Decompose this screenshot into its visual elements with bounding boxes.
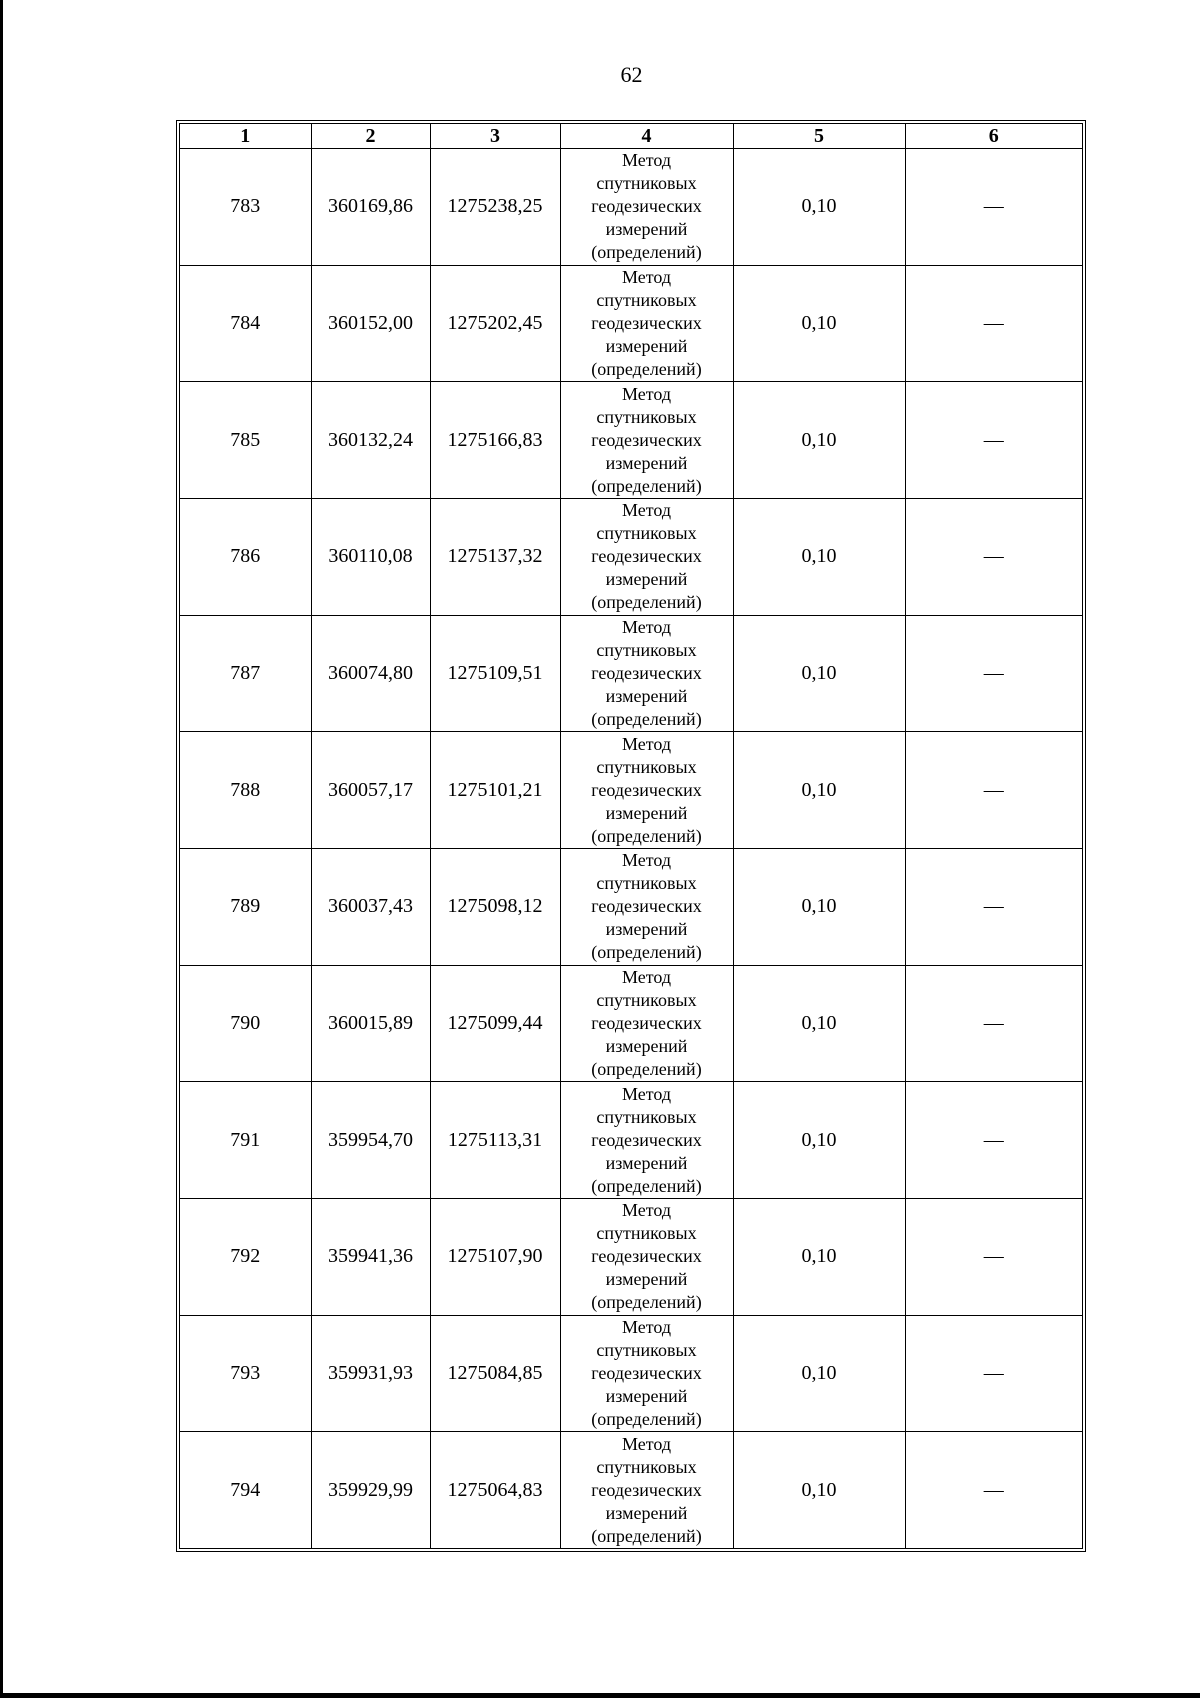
- coordinates-table: [176, 120, 1086, 1552]
- method-line: измерений: [605, 1269, 688, 1290]
- coordinate-y-cell: 1275064,83: [430, 1432, 560, 1548]
- note-cell: —: [905, 1198, 1082, 1315]
- method-line: измерений: [605, 1502, 688, 1523]
- point-number-cell: 786: [180, 498, 311, 615]
- accuracy-cell: 0,10: [733, 848, 905, 965]
- method-line: спутниковых: [596, 1223, 697, 1244]
- coordinate-x-cell: 360132,24: [311, 382, 430, 499]
- point-number-cell: 788: [180, 732, 311, 849]
- method-line: Метод: [621, 1433, 672, 1454]
- method-line: Метод: [621, 1316, 672, 1337]
- method-line: Метод: [621, 616, 672, 637]
- method-line: геодезических: [591, 1479, 702, 1500]
- method-line: спутниковых: [596, 873, 697, 894]
- accuracy-cell: 0,10: [733, 1082, 905, 1199]
- accuracy-cell: 0,10: [733, 965, 905, 1082]
- note-cell: —: [905, 149, 1082, 266]
- page-number: 62: [620, 62, 643, 87]
- method-line: (определений): [591, 1292, 702, 1313]
- coordinate-x-cell: 359954,70: [311, 1082, 430, 1199]
- method-line: геодезических: [591, 196, 702, 217]
- method-line: (определений): [591, 708, 702, 729]
- method-cell: [560, 732, 733, 849]
- method-line: Метод: [621, 1083, 672, 1104]
- method-line: Метод: [621, 266, 672, 287]
- note-cell: —: [905, 265, 1082, 382]
- coordinate-x-cell: 359941,36: [311, 1198, 430, 1315]
- method-line: Метод: [621, 733, 672, 754]
- scan-edge-bottom: [0, 1693, 1200, 1698]
- accuracy-cell: 0,10: [733, 149, 905, 266]
- table-row: [180, 498, 1082, 615]
- method-line: (определений): [591, 1525, 702, 1546]
- point-number-cell: 791: [180, 1082, 311, 1199]
- column-header-1: 1: [180, 124, 311, 149]
- method-line: геодезических: [591, 429, 702, 450]
- method-cell: [560, 149, 733, 266]
- coordinate-x-cell: 360169,86: [311, 149, 430, 266]
- method-line: геодезических: [591, 1129, 702, 1150]
- coordinate-x-cell: 360110,08: [311, 498, 430, 615]
- coordinate-y-cell: 1275137,32: [430, 498, 560, 615]
- method-line: геодезических: [591, 1012, 702, 1033]
- scan-edge-left: [0, 0, 3, 1698]
- table-row: [180, 1315, 1082, 1432]
- coordinate-x-cell: 360057,17: [311, 732, 430, 849]
- method-line: спутниковых: [596, 1339, 697, 1360]
- note-cell: —: [905, 965, 1082, 1082]
- table-row: [180, 1082, 1082, 1199]
- method-line: Метод: [621, 1200, 672, 1221]
- table-row: [180, 149, 1082, 266]
- coordinate-y-cell: 1275166,83: [430, 382, 560, 499]
- method-cell: [560, 1082, 733, 1199]
- method-line: (определений): [591, 825, 702, 846]
- method-line: спутниковых: [596, 289, 697, 310]
- method-line: измерений: [605, 1152, 688, 1173]
- point-number-cell: 789: [180, 848, 311, 965]
- column-header-5: 5: [733, 124, 905, 149]
- method-line: (определений): [591, 592, 702, 613]
- point-number-cell: 790: [180, 965, 311, 1082]
- column-header-2: 2: [311, 124, 430, 149]
- coordinate-x-cell: 359931,93: [311, 1315, 430, 1432]
- point-number-cell: 783: [180, 149, 311, 266]
- method-line: (определений): [591, 242, 702, 263]
- note-cell: —: [905, 615, 1082, 732]
- method-line: спутниковых: [596, 523, 697, 544]
- accuracy-cell: 0,10: [733, 732, 905, 849]
- method-line: измерений: [605, 802, 688, 823]
- coordinate-y-cell: 1275101,21: [430, 732, 560, 849]
- method-line: геодезических: [591, 1362, 702, 1383]
- method-cell: [560, 498, 733, 615]
- coordinate-y-cell: 1275098,12: [430, 848, 560, 965]
- method-line: (определений): [591, 475, 702, 496]
- accuracy-cell: 0,10: [733, 615, 905, 732]
- method-line: геодезических: [591, 1246, 702, 1267]
- method-cell: [560, 1432, 733, 1548]
- method-cell: [560, 1315, 733, 1432]
- accuracy-cell: 0,10: [733, 1198, 905, 1315]
- point-number-cell: 794: [180, 1432, 311, 1548]
- method-line: Метод: [621, 383, 672, 404]
- method-line: геодезических: [591, 312, 702, 333]
- method-line: спутниковых: [596, 173, 697, 194]
- method-line: спутниковых: [596, 989, 697, 1010]
- table-row: [180, 848, 1082, 965]
- method-line: Метод: [621, 850, 672, 871]
- accuracy-cell: 0,10: [733, 498, 905, 615]
- coordinate-y-cell: 1275099,44: [430, 965, 560, 1082]
- method-line: измерений: [605, 1385, 688, 1406]
- column-header-6: 6: [905, 124, 1082, 149]
- table-row: [180, 1198, 1082, 1315]
- table-row: [180, 732, 1082, 849]
- table-body: [180, 149, 1082, 1549]
- note-cell: —: [905, 1432, 1082, 1548]
- method-line: Метод: [621, 150, 672, 171]
- method-line: (определений): [591, 942, 702, 963]
- point-number-cell: 792: [180, 1198, 311, 1315]
- method-line: спутниковых: [596, 1106, 697, 1127]
- accuracy-cell: 0,10: [733, 265, 905, 382]
- coordinate-y-cell: 1275238,25: [430, 149, 560, 266]
- method-line: Метод: [621, 500, 672, 521]
- accuracy-cell: 0,10: [733, 1432, 905, 1548]
- table-row: [180, 965, 1082, 1082]
- table-row: [180, 265, 1082, 382]
- coordinate-x-cell: 359929,99: [311, 1432, 430, 1548]
- note-cell: —: [905, 732, 1082, 849]
- table-row: [180, 615, 1082, 732]
- point-number-cell: 793: [180, 1315, 311, 1432]
- note-cell: —: [905, 498, 1082, 615]
- method-line: Метод: [621, 966, 672, 987]
- column-header-4: 4: [560, 124, 733, 149]
- method-cell: [560, 382, 733, 499]
- method-line: измерений: [605, 1035, 688, 1056]
- coordinate-y-cell: 1275107,90: [430, 1198, 560, 1315]
- method-cell: [560, 848, 733, 965]
- method-line: геодезических: [591, 662, 702, 683]
- method-line: измерений: [605, 919, 688, 940]
- coordinate-y-cell: 1275113,31: [430, 1082, 560, 1199]
- method-line: (определений): [591, 1058, 702, 1079]
- method-line: спутниковых: [596, 1456, 697, 1477]
- note-cell: —: [905, 1315, 1082, 1432]
- method-line: геодезических: [591, 546, 702, 567]
- note-cell: —: [905, 1082, 1082, 1199]
- method-line: спутниковых: [596, 639, 697, 660]
- column-header-3: 3: [430, 124, 560, 149]
- method-cell: [560, 265, 733, 382]
- table-row: [180, 382, 1082, 499]
- accuracy-cell: 0,10: [733, 382, 905, 499]
- note-cell: —: [905, 848, 1082, 965]
- method-line: измерений: [605, 335, 688, 356]
- method-cell: [560, 615, 733, 732]
- coordinate-x-cell: 360015,89: [311, 965, 430, 1082]
- table-row: [180, 1432, 1082, 1548]
- method-cell: [560, 1198, 733, 1315]
- method-line: измерений: [605, 569, 688, 590]
- point-number-cell: 785: [180, 382, 311, 499]
- coordinate-y-cell: 1275084,85: [430, 1315, 560, 1432]
- method-line: спутниковых: [596, 406, 697, 427]
- method-line: (определений): [591, 1175, 702, 1196]
- method-line: измерений: [605, 452, 688, 473]
- method-line: измерений: [605, 219, 688, 240]
- method-cell: [560, 965, 733, 1082]
- note-cell: —: [905, 382, 1082, 499]
- method-line: геодезических: [591, 779, 702, 800]
- accuracy-cell: 0,10: [733, 1315, 905, 1432]
- method-line: геодезических: [591, 896, 702, 917]
- point-number-cell: 784: [180, 265, 311, 382]
- method-line: измерений: [605, 685, 688, 706]
- table-header-row: [180, 124, 1082, 149]
- coordinate-x-cell: 360074,80: [311, 615, 430, 732]
- coordinate-x-cell: 360152,00: [311, 265, 430, 382]
- method-line: спутниковых: [596, 756, 697, 777]
- method-line: (определений): [591, 358, 702, 379]
- method-line: (определений): [591, 1408, 702, 1429]
- coordinate-y-cell: 1275202,45: [430, 265, 560, 382]
- coordinate-x-cell: 360037,43: [311, 848, 430, 965]
- point-number-cell: 787: [180, 615, 311, 732]
- coordinate-y-cell: 1275109,51: [430, 615, 560, 732]
